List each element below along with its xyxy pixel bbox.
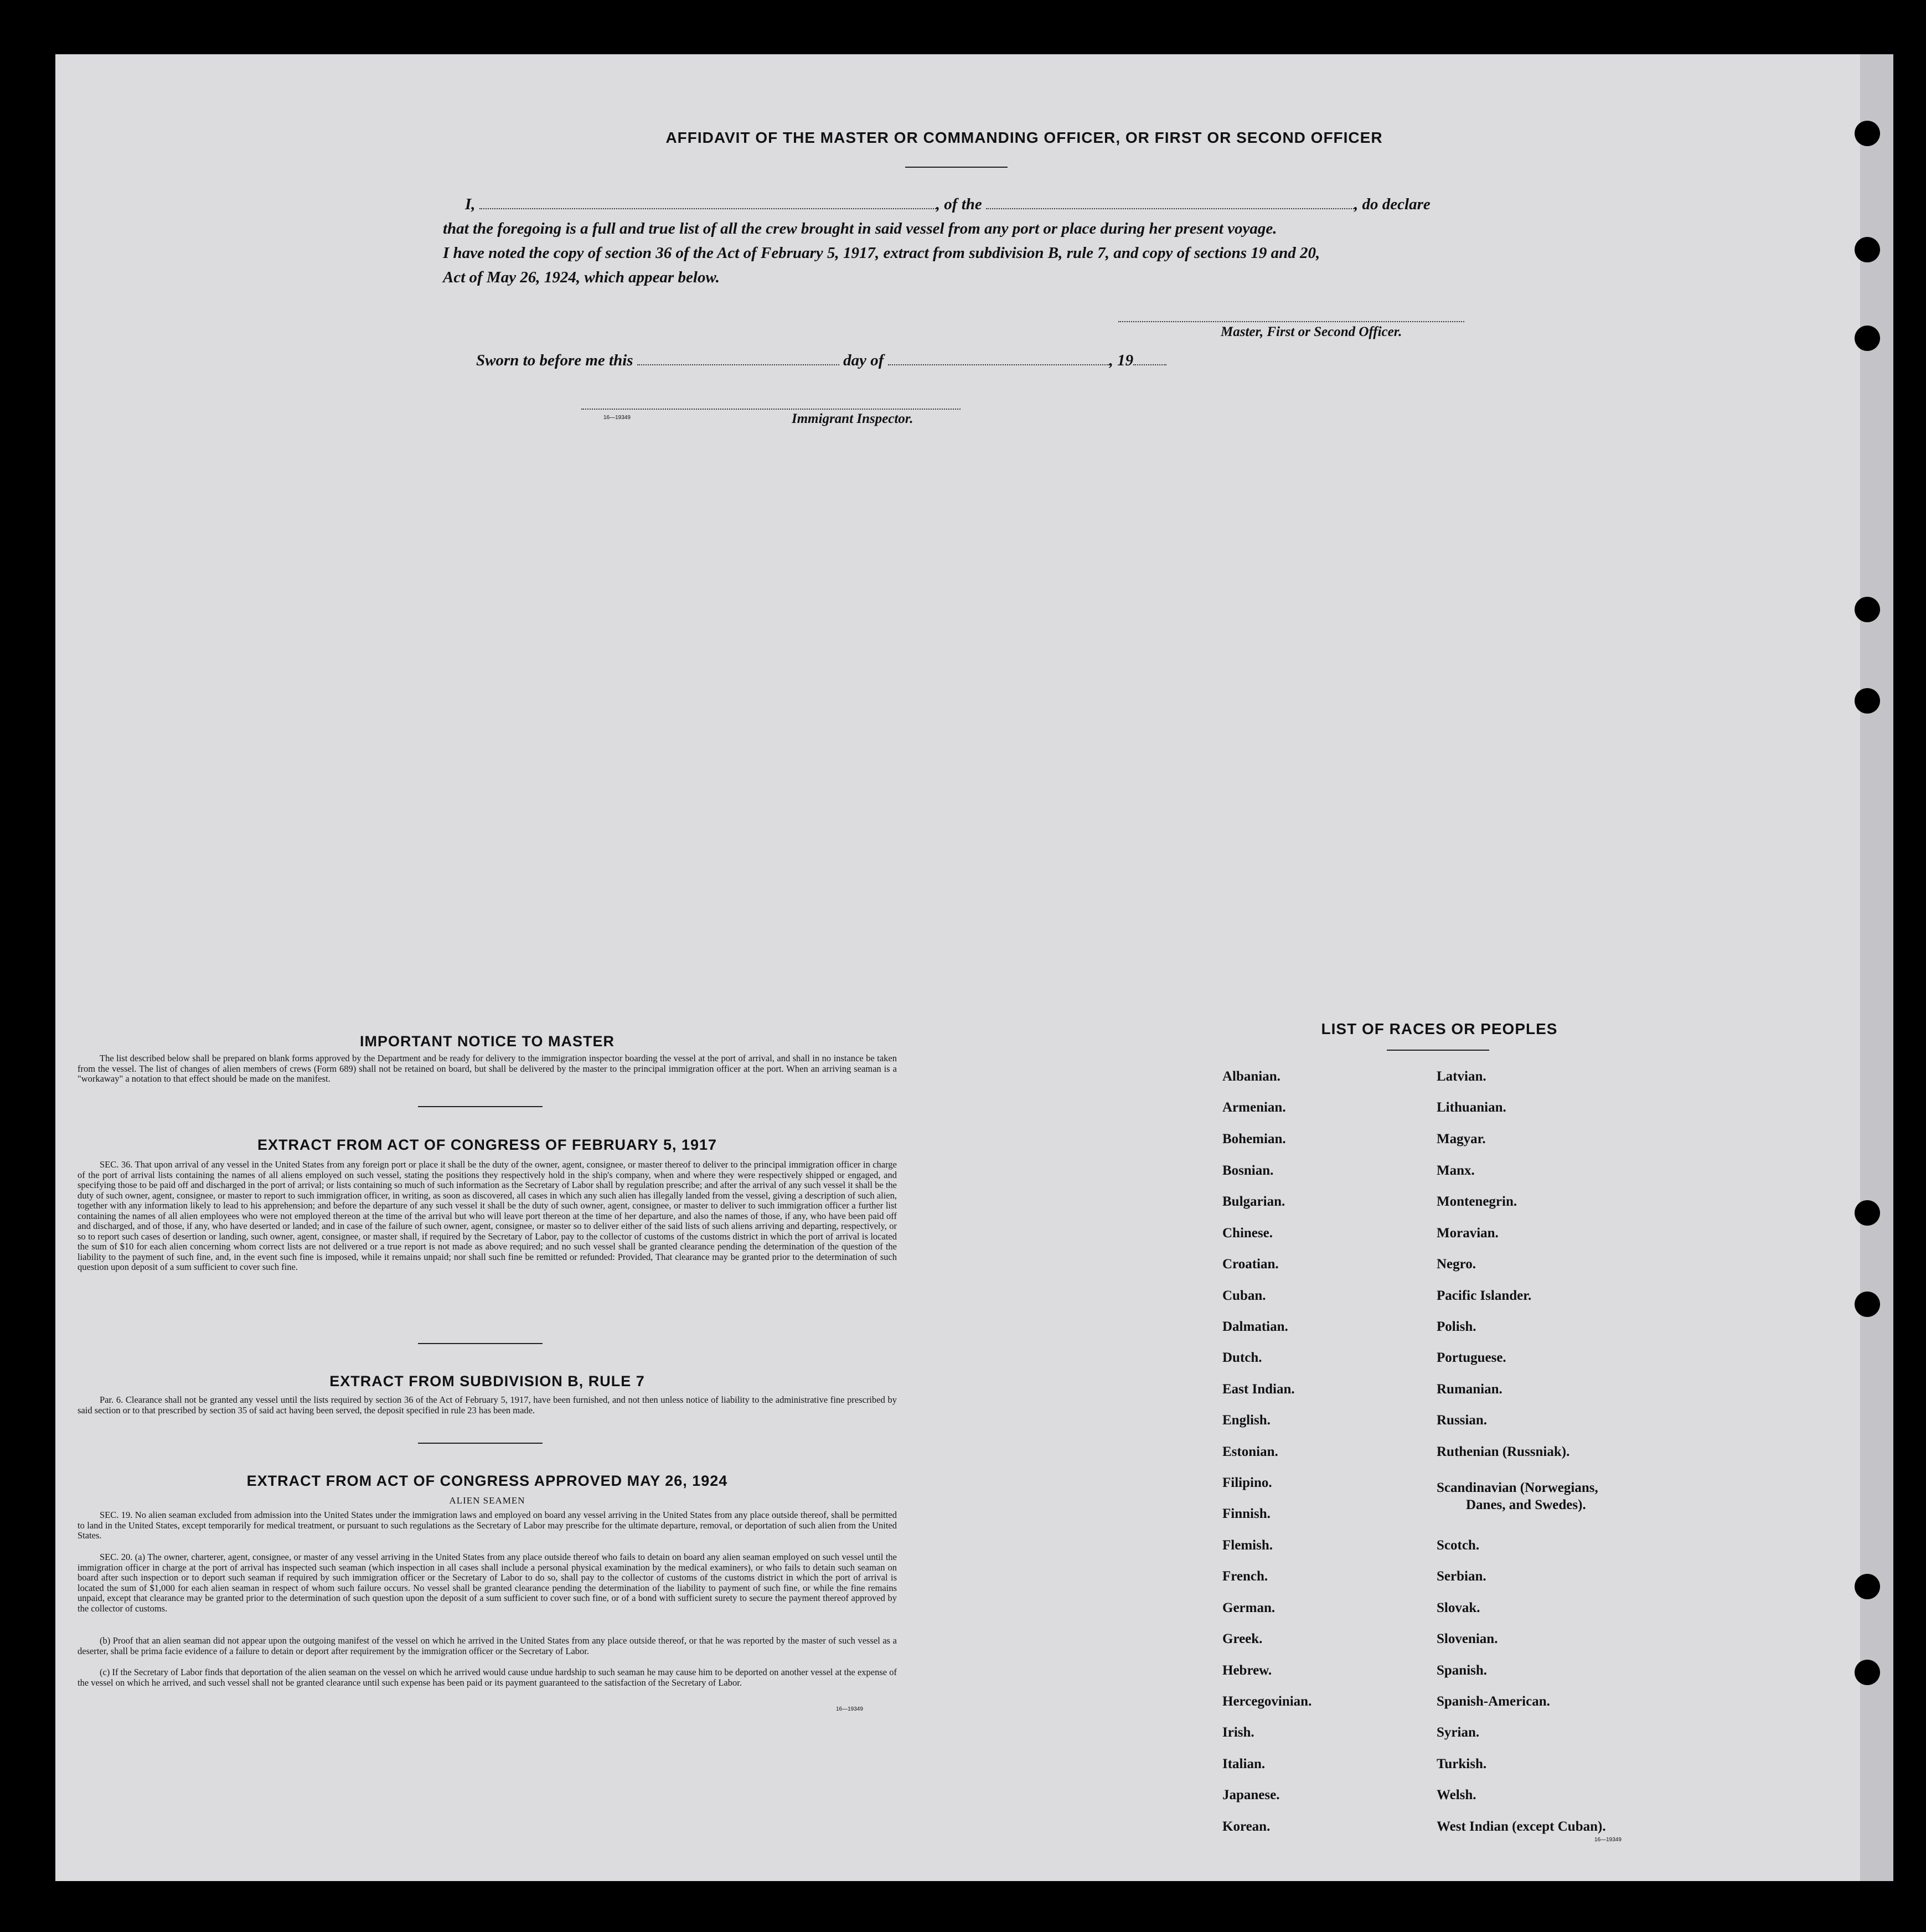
punch-hole: [1855, 1574, 1880, 1599]
race-item: Scotch.: [1437, 1538, 1480, 1553]
vessel-name-blank: [986, 208, 1354, 209]
race-item: Magyar.: [1437, 1132, 1486, 1146]
race-item: Italian.: [1222, 1757, 1266, 1771]
extract-1917-text: SEC. 36. That upon arrival of any vessel in the United States from any foreign port or place it shall be the duty of the owner, agent, consignee, or master thereof to deliver to the principal immigration officer in charge of the port of arrival lists containing the names of all aliens employed on such vessel, stating the positions they respectively hold in the ship's company, when and where they were respectively shipped or engaged, and specifying those to be paid off and discharged in the port of arrival; or lists containing so much of such information as the Secretary of Labor shall by regulation prescribe; and after the arrival of any such vessel it shall be the duty of such owner, agent, consignee, or master to report to such immigration officer, in writing, as soon as discovered, all cases in which any such alien has illegally landed from the vessel, giving a description of such alien, together with any information likely to lead to his apprehension; and before the departure of any such vessel it shall be the duty of such owner, agent, consignee, or master to deliver to such immigration officer a further list containing the names of all alien employees who were not employed thereon at the time of the arrival but who will leave port thereon at the time of her departure, and also the names of those, if any, who have been paid off and discharged, and of those, if any, who have deserted or landed; and in case of the failure of such owner, agent, consignee, or master so to deliver either of the said lists of such aliens arriving and departing, respectively, or so to report such cases of desertion or landing, such owner, agent, consignee, or master shall, if required by the Secretary of Labor, pay to the collector of customs of the customs district in which the port of arrival is located the sum of $10 for each alien concerning whom correct lists are not delivered or a true report is not made as above required; and no such vessel shall be granted clearance pending the determination of the question of the liability to the payment of such fine, and, in the event such fine is imposed, while it remains unpaid; nor shall such fine be remitted or refunded: Provided, That clearance may be granted prior to the determination of such question upon deposit of a sum sufficient to cover such fine.: [78, 1159, 897, 1272]
race-item: Manx.: [1437, 1163, 1475, 1178]
race-item: East Indian.: [1222, 1382, 1295, 1397]
race-item: Latvian.: [1437, 1069, 1486, 1084]
race-item: Montenegrin.: [1437, 1194, 1517, 1209]
race-item: Albanian.: [1222, 1069, 1280, 1084]
day-blank: [637, 364, 839, 365]
section-19-text: SEC. 19. No alien seaman excluded from admission into the United States under the immigration laws and employed on board any vessel arriving in the United States from any place outside thereof, shall be permitted to land in the United States, except temporarily for medical treatment, or pursuant to such regulations as the Secretary of Labor may prescribe for the ultimate departure, removal, or deportation of such alien from the United States.: [78, 1510, 897, 1541]
punch-hole: [1855, 1200, 1880, 1226]
extract-rule7-title: EXTRACT FROM SUBDIVISION B, RULE 7: [329, 1373, 645, 1389]
races-title: LIST OF RACES OR PEOPLES: [1321, 1020, 1558, 1037]
race-item: German.: [1222, 1600, 1276, 1615]
day-of-label: day of: [843, 352, 884, 369]
race-item: Finnish.: [1222, 1506, 1271, 1521]
declaration-line-4: Act of May 26, 1924, which appear below.: [443, 268, 720, 286]
race-item: Dutch.: [1222, 1350, 1262, 1365]
race-item: Serbian.: [1437, 1569, 1486, 1584]
race-item: Polish.: [1437, 1319, 1476, 1334]
extract-rule7-text: Par. 6. Clearance shall not be granted any vessel until the lists required by section 36 of the Act of February 5, 1917, have been furnished, and not then unless notice of liability to the administrative fine prescribed by said section or to that prescribed by section 35 of said act having been served, the deposit specified in rule 23 has been made.: [78, 1394, 897, 1416]
section-20b-text: (b) Proof that an alien seaman did not appear upon the outgoing manifest of the vessel on which he arrived in the United States from any place outside thereof, or that he was reported by the master of such vessel as a deserter, shall be prima facie evidence of a failure to detain or deport after requirement by the immigration officer or the Secretary of Labor.: [78, 1635, 897, 1656]
year-blank: [1133, 364, 1166, 365]
signature-label: Master, First or Second Officer.: [1221, 324, 1402, 339]
race-item: Hebrew.: [1222, 1663, 1272, 1678]
notice-title: IMPORTANT NOTICE TO MASTER: [360, 1033, 615, 1050]
sworn-line: [476, 352, 1166, 370]
race-item: French.: [1222, 1569, 1268, 1584]
inspector-signature-line: [581, 409, 961, 410]
race-item: Slovenian.: [1437, 1631, 1498, 1646]
race-item: Filipino.: [1222, 1475, 1272, 1490]
section-20c-text: (c) If the Secretary of Labor finds that deportation of the alien seaman on the vessel on which he arrived would cause undue hardship to such seaman he may cause him to be deported on another vessel at the expense of the vessel on which he arrived, and such vessel shall not be granted clearance until such expense has been paid or its payment guaranteed to the satisfaction of the Secretary of Labor.: [78, 1667, 897, 1688]
form-number: 16—19349: [603, 415, 631, 421]
punch-hole: [1855, 326, 1880, 351]
race-item: Bosnian.: [1222, 1163, 1274, 1178]
race-item: Ruthenian (Russniak).: [1437, 1444, 1570, 1459]
declarant-prefix: I,: [465, 195, 476, 213]
affidavit-title: AFFIDAVIT OF THE MASTER OR COMMANDING OFFICER, OR FIRST OR SECOND OFFICER: [665, 129, 1383, 146]
race-item: Moravian.: [1437, 1226, 1499, 1241]
race-item: Lithuanian.: [1437, 1100, 1506, 1115]
race-item: Bohemian.: [1222, 1132, 1286, 1146]
race-item: Greek.: [1222, 1631, 1263, 1646]
declarant-name-blank: [479, 208, 936, 209]
of-the-label: , of the: [936, 195, 982, 213]
signature-line: [1118, 321, 1464, 322]
section-20a-text: SEC. 20. (a) The owner, charterer, agent, consignee, or master of any vessel arriving in the United States from any place outside thereof who fails to detain on board any alien seaman employed on such vessel until the immigration officer in charge at the port of arrival has inspected such seaman (which inspection in all cases shall include a personal physical examination by the medical examiners), or who fails to detain such seaman on board after such inspection or to deport such seaman if required by such immigration officer or the Secretary of Labor to do so, shall pay to the collector of customs of the customs district in which the port of arrival is located the sum of $1,000 for each alien seaman in respect of whom such failure occurs. No vessel shall be granted clearance pending the determination of the liability to payment of such fine, or while the fine remains unpaid, except that clearance may be granted prior to the determination of such question upon the deposit of a sum sufficient to cover such fine, or of a bond with sufficient surety to secure the payment thereof approved by the collector of customs.: [78, 1552, 897, 1614]
punch-hole: [1855, 1660, 1880, 1685]
alien-seamen-subtitle: ALIEN SEAMEN: [449, 1495, 525, 1506]
race-item: Danes, and Swedes).: [1466, 1497, 1586, 1512]
do-declare-label: , do declare: [1354, 195, 1431, 213]
notice-text: The list described below shall be prepared on blank forms approved by the Department and be ready for delivery to the immigration inspector boarding the vessel at the port of arrival, and shall in no instance be taken from the vessel. The list of changes of alien members of crews (Form 689) shall not be retained on board, but shall be delivered by the master to the principal immigration officer at the port. When an arriving seaman is a "workaway" a notation to that effect should be made on the manifest.: [78, 1053, 897, 1084]
race-item: Chinese.: [1222, 1226, 1273, 1241]
sworn-prefix: Sworn to before me this: [476, 352, 633, 369]
race-item: Portuguese.: [1437, 1350, 1506, 1365]
race-item: Turkish.: [1437, 1757, 1487, 1771]
race-item: West Indian (except Cuban).: [1437, 1819, 1606, 1834]
document-sheet: [55, 54, 1893, 1881]
divider: [1387, 1050, 1489, 1051]
punch-hole: [1855, 1292, 1880, 1317]
divider: [418, 1443, 543, 1444]
race-item: Armenian.: [1222, 1100, 1286, 1115]
extract-1917-title: EXTRACT FROM ACT OF CONGRESS OF FEBRUARY 5, 1917: [257, 1137, 717, 1153]
race-item: Slovak.: [1437, 1600, 1480, 1615]
race-item: Scandinavian (Norwegians,: [1437, 1480, 1598, 1495]
race-item: Croatian.: [1222, 1257, 1279, 1272]
race-item: Cuban.: [1222, 1288, 1266, 1303]
race-item: Russian.: [1437, 1413, 1488, 1428]
race-item: Spanish-American.: [1437, 1694, 1550, 1709]
race-item: Hercegovinian.: [1222, 1694, 1312, 1709]
race-item: Rumanian.: [1437, 1382, 1502, 1397]
race-item: Flemish.: [1222, 1538, 1273, 1553]
form-number: 16—19349: [836, 1706, 863, 1712]
inspector-label: Immigrant Inspector.: [792, 411, 913, 426]
race-item: Bulgarian.: [1222, 1194, 1285, 1209]
race-item: Estonian.: [1222, 1444, 1278, 1459]
punch-hole: [1855, 237, 1880, 262]
year-label: , 19: [1109, 352, 1134, 369]
punch-hole: [1855, 121, 1880, 146]
race-item: Dalmatian.: [1222, 1319, 1288, 1334]
divider: [905, 167, 1008, 168]
divider: [418, 1106, 543, 1107]
race-item: Syrian.: [1437, 1725, 1480, 1740]
form-number: 16—19349: [1594, 1837, 1622, 1843]
punch-hole: [1855, 597, 1880, 622]
race-item: Pacific Islander.: [1437, 1288, 1532, 1303]
month-blank: [888, 364, 1109, 365]
divider: [418, 1343, 543, 1344]
race-item: Korean.: [1222, 1819, 1271, 1834]
race-item: Negro.: [1437, 1257, 1476, 1272]
punch-hole: [1855, 688, 1880, 714]
declaration-line-3: I have noted the copy of section 36 of the Act of February 5, 1917, extract from subdivision B, rule 7, and copy of sections 19 and 20,: [443, 244, 1320, 262]
race-item: Spanish.: [1437, 1663, 1488, 1678]
extract-1924-title: EXTRACT FROM ACT OF CONGRESS APPROVED MAY 26, 1924: [246, 1473, 728, 1489]
race-item: English.: [1222, 1413, 1271, 1428]
race-item: Welsh.: [1437, 1788, 1476, 1802]
declaration-line-1: [465, 195, 1431, 214]
declaration-line-2: that the foregoing is a full and true list of all the crew brought in said vessel from any port or place during her present voyage.: [443, 220, 1277, 237]
race-item: Irish.: [1222, 1725, 1254, 1740]
race-item: Japanese.: [1222, 1788, 1280, 1802]
